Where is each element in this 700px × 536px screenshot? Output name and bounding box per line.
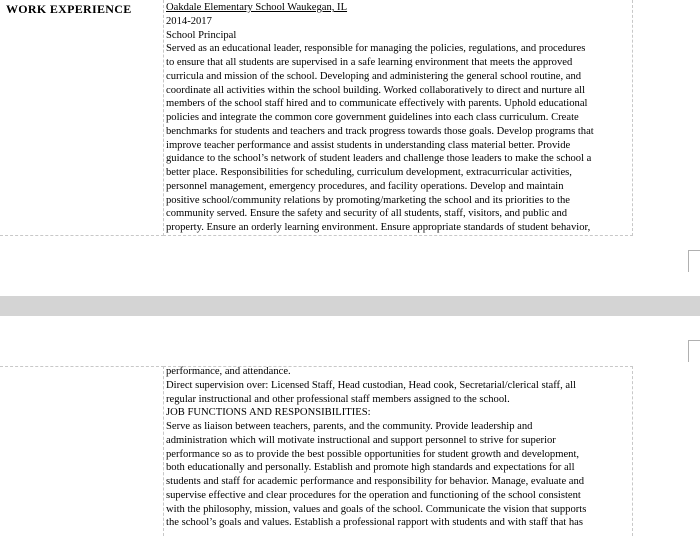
employer-name: Oakdale Elementary School Waukegan, IL <box>166 2 348 13</box>
paragraph-line: with the philosophy, mission, values and goals of the school. Communicate the vision that supports <box>166 503 587 515</box>
paragraph-line: the school’s goals and values. Establish a professional rapport with students and with staff that has <box>166 517 584 529</box>
margin-marker <box>688 340 700 362</box>
job-entry-continued <box>166 365 652 530</box>
paragraph-line: students and staff for academic performance and responsibility for behavior. Manage, evaluate and <box>166 476 585 487</box>
employment-dates: 2014-2017 <box>166 15 212 27</box>
paragraph-line: to ensure that all students are supervised in a safe learning environment that meets the approved <box>166 57 573 68</box>
paragraph-line: supervise effective and clear procedures for the operation and functioning of the school consistent <box>166 489 581 501</box>
paragraph-line: coordinate all activities within the school building. Worked collaboratively to direct and nurture all <box>166 84 586 96</box>
paragraph-line: improve teacher performance and assist students in understanding class material better. Provide <box>166 139 571 151</box>
subheading: JOB FUNCTIONS AND RESPONSIBILITIES: <box>166 407 371 419</box>
job-entry <box>166 1 652 235</box>
paragraph-line: both educationally and personally. Establish and promote high standards and expectations for all <box>166 462 575 474</box>
paragraph-line: community served. Ensure the safety and security of all students, staff, visitors, and public and <box>166 208 568 220</box>
document-page-2 <box>0 316 700 531</box>
paragraph-line: personnel management, emergency procedures, and facility operations. Develop and maintain <box>166 180 564 192</box>
paragraph-line: Served as an educational leader, responsible for managing the policies, regulations, and procedures <box>166 43 586 55</box>
page-break-gap <box>0 296 700 316</box>
section-heading: WORK EXPERIENCE <box>6 2 132 16</box>
paragraph-line: Serve as liaison between teachers, parents, and the community. Provide leadership and <box>166 421 533 432</box>
paragraph-line: better place. Responsibilities for scheduling, curriculum development, extracurricular activities, <box>166 167 572 178</box>
paragraph-line: benchmarks for students and teachers and track progress towards those goals. Develop programs that <box>166 125 594 137</box>
table-cell-label <box>0 366 164 536</box>
paragraph-line: curricula and mission of the school. Developing and administering the general school routine, and <box>166 70 582 82</box>
paragraph-line: performance, and attendance. <box>166 366 291 377</box>
paragraph-line: performance so as to provide the best possible opportunities for student growth and development, <box>166 448 580 460</box>
paragraph-line: positive school/community relations by promoting/marketing the school and its priorities to the <box>166 194 570 206</box>
margin-marker <box>688 250 700 272</box>
paragraph-line: guidance to the school’s network of student leaders and challenge those leaders to make the school a <box>166 153 592 165</box>
paragraph-line: policies and integrate the common core government guidelines into each class curriculum. Create <box>166 112 579 123</box>
paragraph-line: property. Ensure an orderly learning environment. Ensure appropriate standards of student behavior, <box>166 222 591 233</box>
job-title: School Principal <box>166 29 237 41</box>
paragraph-line: members of the school staff hired and to communicate effectively with parents. Uphold educational <box>166 98 588 110</box>
paragraph-line: Direct supervision over: Licensed Staff, Head custodian, Head cook, Secretarial/clerical staff, all <box>166 379 576 391</box>
paragraph-line: administration which will motivate instructional and support personnel to strive for superior <box>166 434 556 446</box>
paragraph-line: regular instructional and other professional staff members assigned to the school. <box>166 393 510 405</box>
table-cell-label <box>0 0 164 236</box>
